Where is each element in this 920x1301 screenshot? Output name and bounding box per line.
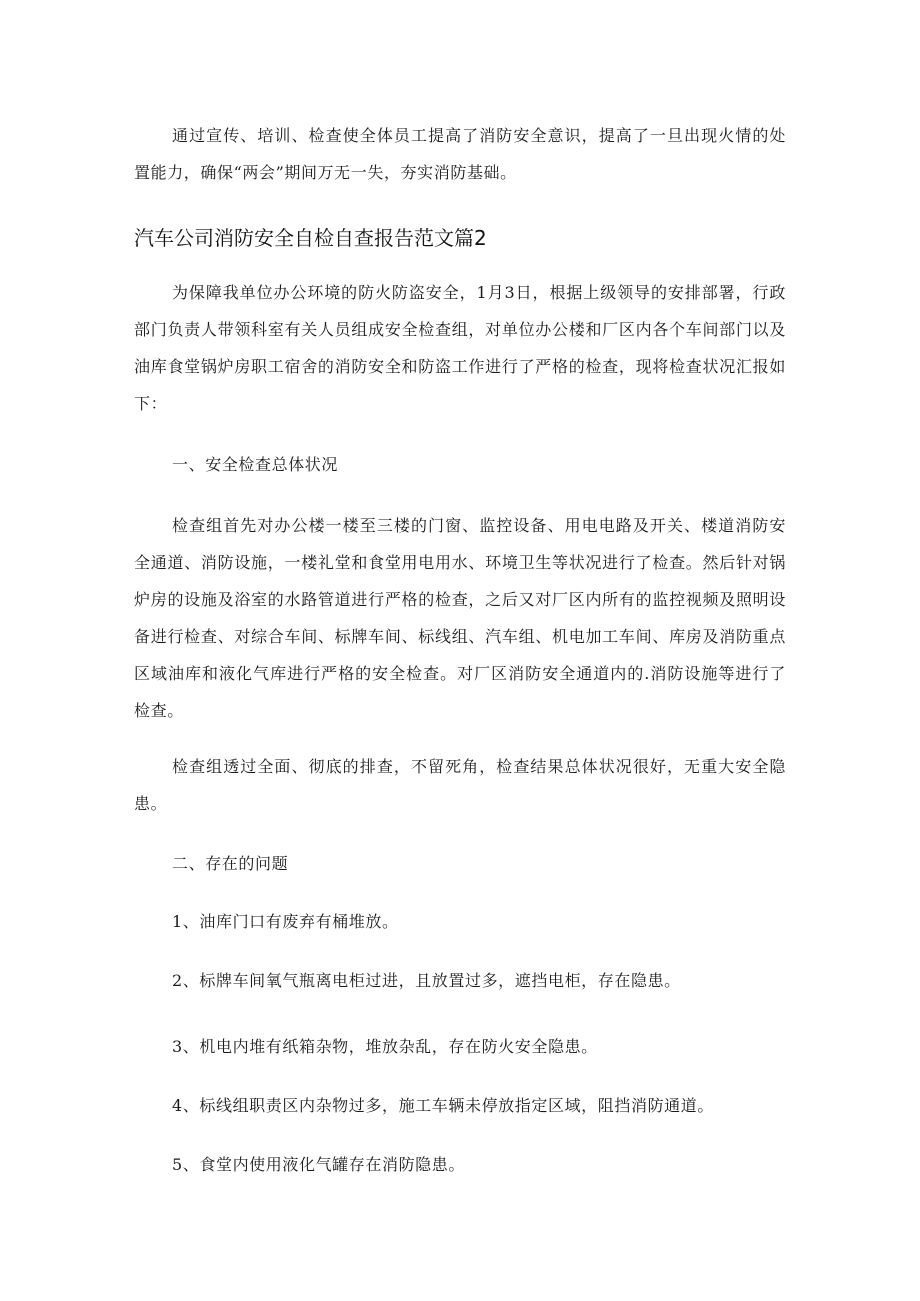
article-heading: 汽车公司消防安全自检自查报告范文篇2 [134, 226, 487, 250]
problem-item-5: 5、食堂内使用液化气罐存在消防隐患。 [172, 1155, 465, 1174]
section-heading-problems: 二、存在的问题 [172, 854, 289, 873]
background-paragraph: 为保障我单位办公环境的防火防盗安全，1月3日，根据上级领导的安排部署，行政部门负责人带领科室有关人员组成安全检查组，对单位办公楼和厂区内各个车间部门以及油库食堂锅炉房职工宿舍的消防安全和防盗工作进行了严格的检查，现将检查状况汇报如下： [134, 283, 786, 413]
problem-item-4: 4、标线组职责区内杂物过多，施工车辆未停放指定区域，阻挡消防通道。 [172, 1096, 714, 1115]
inspection-details-paragraph: 检查组首先对办公楼一楼至三楼的门窗、监控设备、用电电路及开关、楼道消防安全通道、消防设施，一楼礼堂和食堂用电用水、环境卫生等状况进行了检查。然后针对锅炉房的设施及浴室的水路管道进行严格的检查，之后又对厂区内所有的监控视频及照明设备进行检查、对综合车间、标牌车间、标线组、汽车组、机电加工车间、库房及消防重点区域油库和液化气库进行严格的安全检查。对厂区消防安全通道内的.消防设施等进行了检查。 [134, 516, 786, 720]
problem-item-2: 2、标牌车间氧气瓶离电柜过进，且放置过多，遮挡电柜，存在隐患。 [172, 971, 681, 990]
inspection-result-paragraph: 检查组透过全面、彻底的排查，不留死角，检查结果总体状况很好，无重大安全隐患。 [134, 757, 786, 813]
problem-item-3: 3、机电内堆有纸箱杂物，堆放杂乱，存在防火安全隐患。 [172, 1037, 598, 1056]
intro-paragraph: 通过宣传、培训、检查使全体员工提高了消防安全意识，提高了一旦出现火情的处置能力，确保“两会”期间万无一失，夯实消防基础。 [134, 126, 786, 182]
problem-item-1: 1、油库门口有废弃有桶堆放。 [172, 912, 399, 931]
section-heading-overview: 一、安全检查总体状况 [172, 455, 339, 474]
